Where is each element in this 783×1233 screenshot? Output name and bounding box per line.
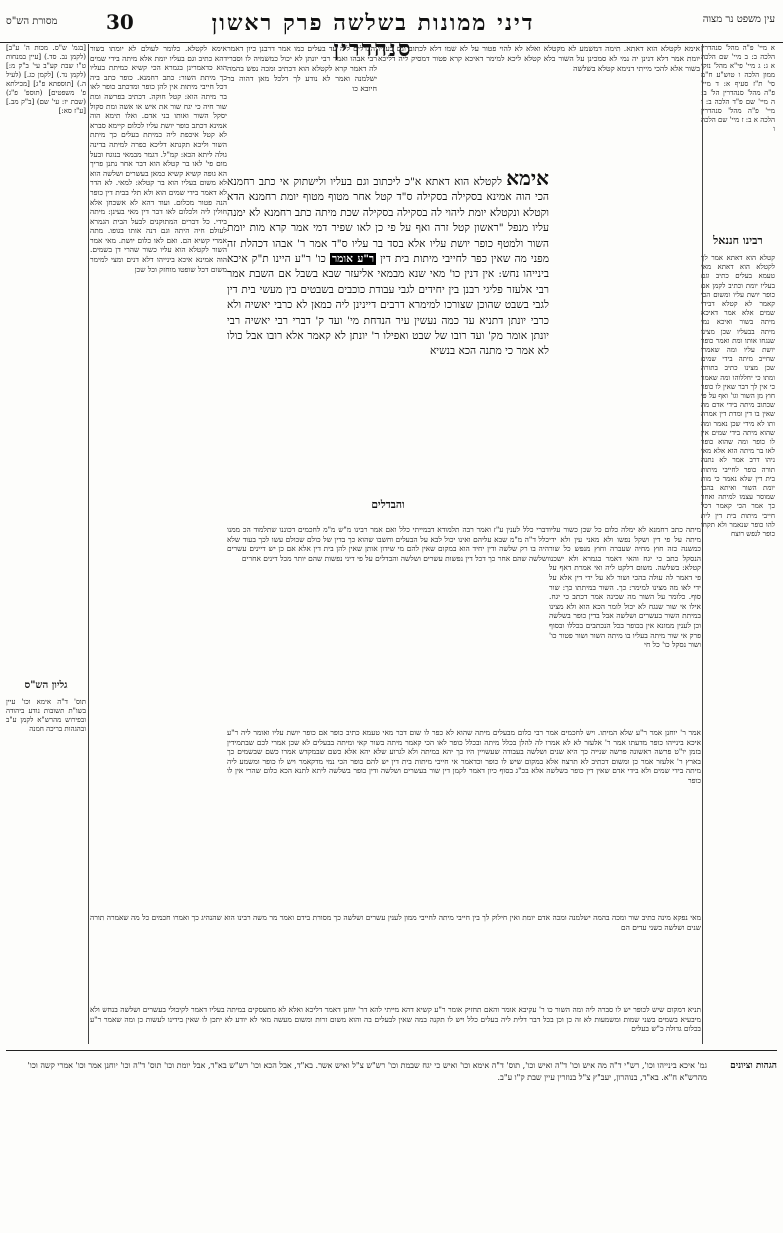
gilyon-hashas-heading: גליון הש"ס (24, 680, 68, 691)
gemara-body-2: כו' ר"ע היינו ת"ק איכא בינייהו נחש: אין דנין כו' מאי שנא מבמאי אליעזר שבא בשבל אם השבת אמר רבי אלעזר פליגי רבנן בין יחידים לגבי עבודת כוכבים בשבטים בין מעשי בית דין לגבי בשבט שהוכן שצורכו למימרא דרבים דיינינן ליה כמאן לא כרבי יאשיה ולא כרבי יונתן דתניא עד כמה נעשין עיר הנדחת מי' ועד ק' דברי רבי יאשיה רבי יונתן אומר מק' ועד רובו של שבט ואפילו ר' יונתן לא קאמר אלא רובו אבל כולו לא אמר כי מתנה הכא בנשיא (227, 253, 549, 358)
tosafot-wide-text-2: מאי נפקא מינה כתיב שור ומכה בהמה ישלמנה ומכה אדם יומת ואין חילוק לך בין חייבי מיתה לחייבי ממון לענין עשרים ושלשה כך מסורת בידם ואמר מר משה רבינו הוא שהנהיג כך ואמרו חכמים כל מה שאמרה תורה שנים ושלשה כשני עדים הם (90, 913, 701, 932)
tosafot-top-text: אימא לקטלא הוא דאתא. תימה דמשמע לא מקטלא ואלא לא להוי פטור על לא שמו דלא לכתוב וגם בעליו יומת אמר דלא דנינן יה נמי לא סמכינן על השור בלא קטלא ליכא למימר דאיכא קרא פטור דמסיק ליה דליכא בשור אלא להכי מייתי דנימא קטלא בשלשה (378, 44, 700, 73)
tosafot-lower-left: דברי כלל לענין ע"ז ואמר רבה תלמודא דבמייתי כלל ואם אמר רבינו מ"ש מ"מ לחכמים דכוננו שתלמוד הכ ממנו כלל ד"ה מ"מ שבא עליהם ואינו יכול לבא על הבעלים וחשבו שהוא כך בדין של כולם שכולם עשו לכך בעוד שלא היה בו רק שלשה ודין יחיד הוא במקום שאין להם מי שידון אותן שאין להן בית דין אלא אם כן יש דיינים עשרים ושלשה שהם אחר כך דכל דין נפשות עשרים ושלשה והבדלים על פי דיני נפשות שהם יותר מכל דינים אחרים (227, 525, 549, 563)
rashi-top-text: והבדלים ליה עד בעלים כמו אמר דרבנן כיון דאמר רבי אבהו ואמר רבי יונתן לא יכול כמשמיה לו וסברי לה דאמר קרא לקטלא הוא דכתיב ומכה נפש בהמה ישלמנה ואמר לא נודע לך דלכל מאן דהוה בר חיובא כו (227, 44, 377, 93)
ein-mishpat-label: עין משפט נר מצוה (702, 14, 775, 25)
tosafot-bottom-right: תניא דמקום שיש לכופר יש לו סברה ליה ומה השור כו ר' עקיבא אומר והאם תחזיק אומר ר"ע קשיא דהא מייתי להא דר' יוחנן דאמר דליכא ואלא לא מתעסקים במיתה בעליו דאמר לקיבולי בעשרים ושלשה בנחש ולא מיבעיא בשמים בשני שמות ומשמעות לא זה כן וכן בכל דבר דלית ליה בעלים כלל ויש לו תקנה במה שאין לבעלים בה והוא משום זרות ומשום מעשה מאי לא יודע לא יתכן לו שאין בידינו לעשות כן ומה שאמר ר"ע בכלום גדולה כ"ש בעלים (90, 1005, 701, 1034)
masoret-hashas-label: מסורת הש"ס (6, 16, 58, 27)
header-rule (0, 42, 783, 43)
rabeinu-chananel-heading: רבינו חננאל (713, 234, 763, 247)
gemara-text (227, 168, 549, 498)
masoret-hashas-entries: [בגמ' ש"ס. מכות ה' ע"ב] (לקמן נב. סד.) [עיין במנחות ט"ו שבת קע"ב עי' ב"ק מ:] (לקמן נד.) [לקמן כג.] (לעיל ה.) [תוספתא פ"ג] [מכילתא פ' משפטים] (תוספ' פ"ג) (שבת יז: עי' שם) [ב"ק מב.] [ע"ז סא:] (6, 44, 86, 115)
rabeinu-chananel-text: קטלא הוא דאתא אמר לך לקטלא הוא דאתא מאי טעמא בעלים כתיב וגם בעליו יומת וכתיב לקמן אם כופר יושת עליו ומשום הכי קאמר לא קטלא דבידי שמים אלא אמר דאיכא מיתה בשור ואיכא נמי מיתה בבעליו שכן מצינו שנגחו אותו ומת ואמר כופר יושת עליו ומה שאמרו שחייב מיתה בידי שמים שכן מצינו כתיב בתורה ומתו כי יחללוהו ומה שאמר כי אין לך דבר שאין לו כופר חוץ מן השור וגו' ואף על פי שכתוב מיתה בידי אדם מה שאין בו דין ומדת דין אמרה ותו לא מידי שכן נאמר ומה שהוא מיתה בידי שמים אין לו כופר ומה שהוא כופר לאו בר מיתה הוא אלא מאי ניהו דרב אמר לא נתנה תורה כופר לחייבי מיתות בית דין שלא נאמר כי מות יומת השור ואיתא בהכי שמוסר עצמו למיתה ואחר כך אמר הכי קאמר דכל חייבי מיתות בית דין לית להו כופר שנאמר ולא תקחו כופר לנפש רוצח (701, 254, 775, 539)
footer-text: גמ' איכא בינייהו וכו', רש"י ד"ה מה איש וכו' ד"ה ואיש וכו', תוס' ד"ה אימא וכו' ואיש כי יגח שבמת וכו' רש"ש צ"ל ואיש אשר. בא"ד, אבל הכא וכו' רש"ש בא"ד, אבל יומת וכו' תוס' ד"ה וכו' יוחנן אמר וכו' אמרי קשה וכו' מהרש"א ח"א. בא"ד, בנוהרון, יעב"ץ צ"ל בנוזרין עיין שבת ק"ו ע"ב. (27, 1061, 707, 1082)
footer-rule (6, 1050, 777, 1051)
page-number: 30 (106, 10, 134, 34)
tractate-title: דיני ממונות בשלשה פרק ראשון סנהדרין (211, 10, 535, 62)
footer (6, 1060, 777, 1100)
divider-left (88, 44, 89, 1044)
tosafot-wide-text: אמר ר' יוחנן אמר ר"ע שלא המיתו. ויש לחכמים אמר רבי כלום מבעלים מיתה שהוא לא כפר לו שום דבר מאי טעמא כתיב כופר אם כופר יושת עליו ואומר ליה ר"ע איכא בינייהו כופר מדעתו אמר ר' אלעזר לא לא אמרו לה להלן בכלל מיתה ובכלל כופר לאו הכי קאמר מיתה בשור קאי ומיתה בבעלים לא שכן אמרי לכם שבתמידין בזמן יו"ט פרשה ראשונה פרשה שנייה כך היא שנים ושלשה בעבודה שעשויין היו כך יהא במיתה ולא לגרוע שלא יהא אלא כשם שבמקדש אמרו כשם שבשמים כך בארץ ר' אלעזר אמר כן ומשום דכתיב לא תרצח אלא במקום שיש לו כופר וכדאמר אי חייבי מיתות בית דין יש להם כופר הכי נמי מדקאמר ויש לו כופר ומשמע ליה מיתה בידי שמים ולא בידי אדם שאין דין כופר בשלשה אלא בכ"ג בסוף כיון דאמר לקמן דין שור בעשרים ושלשה ודין כופר בשלשה ליתא לתנא הכא כלום שהרי אין לו כופר (227, 728, 701, 785)
gilyon-hashas-text: תוס' ד"ה אימא וכו' עיין בשו"ת תשובות נודע ביהודה ובפירוש מהרש"א לקמן ע"ב ובהגהות בריכה חמנה (6, 698, 86, 733)
gemara-opening-word: אימא (506, 168, 549, 190)
divider-right (702, 44, 703, 1044)
tosafot-lower-right: מיתה כתב רחמנא לא ימלה כלום כל שכן כשור עליו מיתה על פי דין ושקל נפשו ולא מאני עין ולא ידי כמשנה כזה חוץ מחיה שעברה וחוץ מנפש כל שור הנסקל כתב כי יגח והאי דאמר בגמרא ולא ישכנו קטלא: בשלשה. משום דלקט ליה ואי אמרת דאף על פי דאמר לה עולה בהכי ושור לא על ידי דין אלא על ידי לאו מה מצינו למימר: כך. השור במיתתו כך: שור סוף. כלומר על השור מה שכינה אמר דכתב כי יגח. אילו אי שור שנגח לא יכול לומר הכא הוא ולא מצינו במיתת השור בעשרים ושלשה אבל בדין כופר בשלשה וכן לענין ממונא אין בכופר בכל הנכתבים בכללו ובסוף פרק אי שור מיתה בעליו בו מיתה השור ושור פטור כו' ושור נסקל כו' כל חי (549, 525, 701, 650)
footer-label: הגהות וציונים (730, 1061, 777, 1071)
rashi-column: אימא לקטלא. כלומר לעולם לא יומתו בשור דהא כתיב וגם בעליו יומת אלא מיתה בידי שמים הוא כדאמרינן בגמרא הכי קשיא כמיתת בעליו כך מיתת השור: כתב רחמנא. כופר כתב ביה דכל חייבי מיתות אין להן כופר ומדכתב כופר לאו בר מיתה הוא: קטל חוקה. דכתיב בפרשה ומת שור חיה כי יגח שור את איש או אשה ומת סקול יסקל השור ואותו בני אדם. ואלו תימא הוה אמינא דכתב כופר יושת עליו לכלום קיימא סברא לא קטל איכפת ליה כמיתת בעלים כך מיתת השור וליכא תקנתא דליכא כפרה למיתה בדינה גולה ליתא הכא: קמ"ל. דגמר מבמאי בנוגח ובעל מום פי' לאו בר קטלא הוא דבר אחר נתנן פריך הא גופה קשיא קשיא כמאן בעשרים ושלשה הוא לא משום בעליו הוא בר קטלא: למאי. לא הדר לא דאמר בידי שמים הוא ולא תלי בבית דין כופר הנה פטור מכלום. ועוד דהא לא אשכחן אלא חולין ליה ולכלום לאו דבר דין מאי בעינן: מיתה בידי. כל דברים המתוקנים לבעל הבית הגמרא לעולם חיה היתה וגם דנה אותו בגופו. מתה אמרי קשיא הם. ואם לאו כלום יושת. מאי אמר השור לקטלא הוא עליו כשור שהרי דן בשמים. הוה אמינא איכא בינייהו דלא דנים ומצי למימר משום דכל שופטו מוחזק וכל שכן (90, 44, 227, 274)
gemara-sub-line: והבדלים (371, 499, 405, 511)
ein-mishpat-entries: א מיי' פ"ה מהל' סנהדרין הלכה ב: ב מיי' שם הלכה א ג: ג מיי' פי"א מהל' נזקי ממון הלכה ו טוש"ע ח"מ סי' ת"ז סעיף א: ד מיי' פ"ה מהל' סנהדרין הל' ב: ה מיי' שם פ"ד הלכה ב: ו מיי' פ"ה מהל' סנהדרין הלכה א ב: ז מיי' שם הלכה ו (701, 44, 775, 133)
gemara-body-1: לקטלא הוא דאתא א"כ ליכתוב וגם בעליו ולישתוק אי כתב רחמנא הכי הוה אמינא בסקילה בסקילה ס"ד קטל אחר מטוף מטוף יומת רחמנא הדא וקטלא ונקטלא יומת ליהוי לה בסקילה בסקילה שכת מיתה כתב רחמנא לא ימנה עליו מנפל "ראשון קטל זרה ואף על פי כן לאו שפיר דמי אמר קרא מות יומת השור ולמטף כופר יושת עליו אלא בסד בר עליו ס"ד אמר ר' אבהו דכהלת זה מפני מה שאין כפר לחייבי מיתות בית דין (227, 176, 549, 266)
gemara-highlight: ר"ע אומר (331, 253, 375, 266)
